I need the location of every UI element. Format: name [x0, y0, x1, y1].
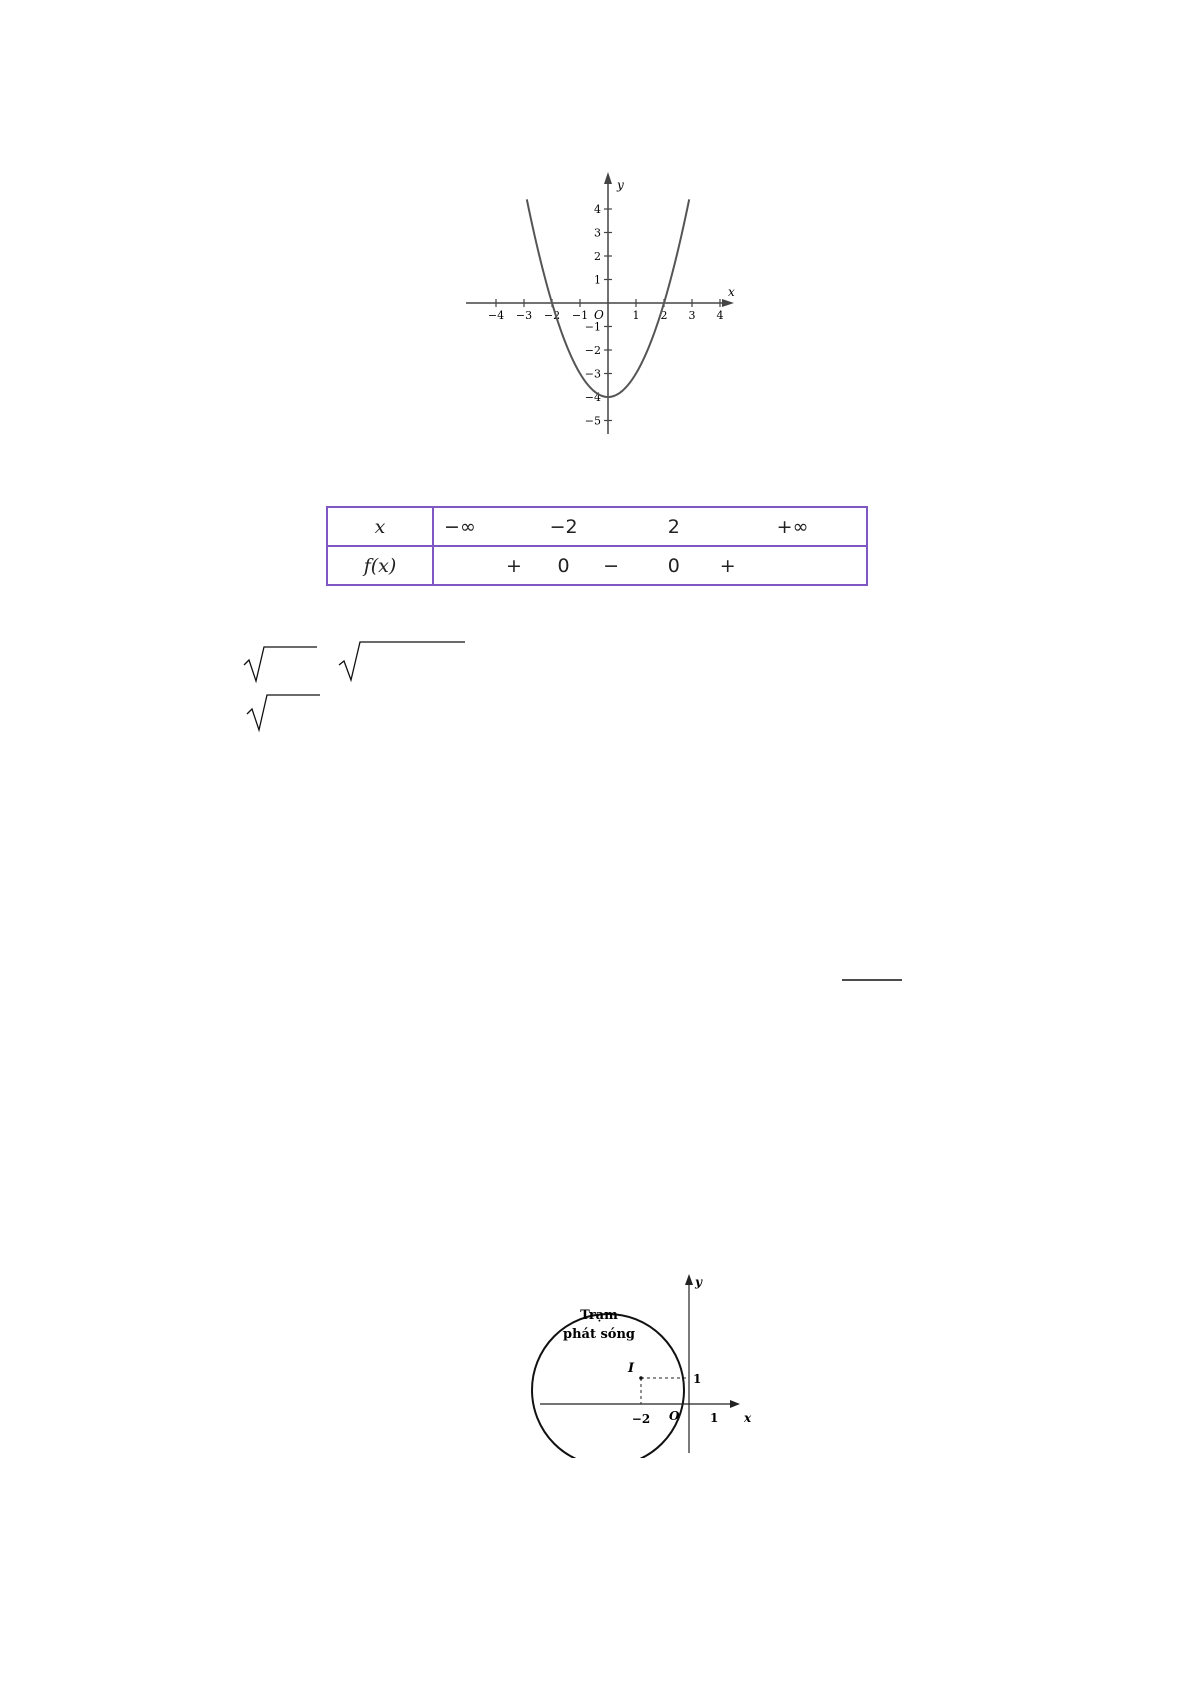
sign-zero-right: 0 — [667, 554, 680, 577]
x-value-pos-infinity: +∞ — [776, 515, 809, 538]
y-axis-label: y — [695, 1275, 702, 1289]
circle-diagram — [530, 1268, 760, 1458]
y-axis — [685, 1274, 693, 1453]
x-tick-label: −1 — [571, 309, 589, 322]
radical-sign-3 — [247, 695, 320, 730]
x-value-neg2: −2 — [549, 515, 578, 538]
sign-table-row-x — [327, 507, 867, 546]
x-axis-label: x — [728, 285, 735, 299]
radical-sign-2 — [339, 642, 465, 680]
center-point-i — [639, 1376, 643, 1380]
y-tick-label: −4 — [584, 391, 601, 404]
tick-label-1-y: 1 — [693, 1372, 702, 1386]
y-tick-label: 1 — [594, 273, 601, 287]
y-tick-label: 4 — [594, 203, 601, 216]
x-tick-label: 3 — [688, 309, 696, 322]
x-tick-label: 2 — [660, 309, 668, 322]
parabola-graph — [458, 168, 748, 448]
x-axis-label: x — [744, 1411, 752, 1425]
sign-values-cell — [433, 546, 867, 585]
title-line-1: Trạm — [580, 1308, 618, 1323]
sign-zero-left: 0 — [557, 554, 570, 577]
y-axis-label: y — [617, 178, 624, 192]
row-label-fx: f(x) — [327, 546, 433, 585]
sign-table-row-f — [327, 546, 867, 585]
radical-sign-1 — [244, 647, 317, 681]
tick-label-neg2: −2 — [631, 1412, 651, 1426]
sign-positive-right: + — [719, 554, 736, 577]
x-tick-label: −4 — [487, 309, 505, 322]
x-tick-label: 1 — [632, 309, 640, 322]
x-values-cell — [433, 507, 867, 546]
y-tick-label: −1 — [584, 320, 601, 334]
title-line-2: phát sóng — [562, 1327, 636, 1342]
y-tick-label: 3 — [594, 226, 601, 240]
center-label-i: I — [628, 1361, 635, 1376]
tick-label-1-x: 1 — [710, 1411, 719, 1425]
y-tick-label: −2 — [584, 344, 601, 357]
sign-positive-left: + — [505, 554, 522, 577]
y-tick-label: −5 — [584, 414, 601, 428]
row-label-x: x — [327, 507, 433, 546]
x-value-2: 2 — [667, 515, 680, 538]
y-tick-label: −3 — [584, 367, 601, 381]
x-tick-label: 4 — [716, 309, 724, 322]
origin-label: O — [669, 1409, 680, 1423]
sign-negative-middle: − — [603, 554, 620, 577]
x-tick-label: −3 — [515, 309, 533, 322]
y-tick-label: 2 — [594, 250, 601, 263]
x-value-neg-infinity: −∞ — [444, 515, 476, 538]
x-tick-label: −2 — [543, 309, 561, 322]
sign-table — [326, 506, 868, 586]
x-axis — [466, 299, 734, 307]
origin-label: O — [594, 308, 604, 322]
x-axis — [540, 1400, 740, 1408]
